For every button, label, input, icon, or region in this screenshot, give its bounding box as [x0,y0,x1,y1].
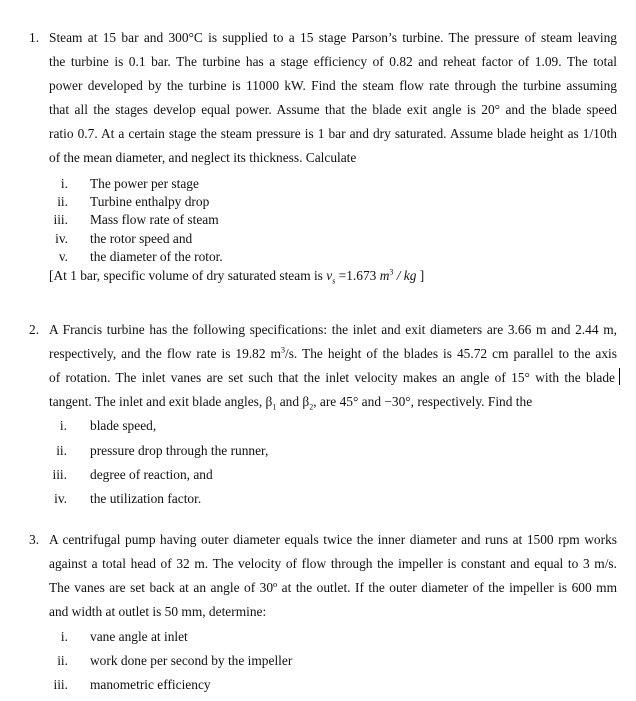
subscript: 1 [272,402,277,412]
item-text: pressure drop through the runner, [90,443,269,458]
note-unit: m [379,268,390,283]
item-text: Mass flow rate of steam [90,212,219,227]
question-2-line-4 [49,394,532,410]
note-variable: v [326,268,333,283]
item-number: iii. [53,677,68,692]
item-number: i. [60,176,68,191]
question-3-line-2: against a total head of 32 m. The velocity of flow through the impeller is constant and equal to 3 m/s. [49,556,617,571]
item-number: ii. [56,443,67,458]
item-number: i. [59,418,67,433]
item-number: iii. [52,467,67,482]
item-text: the diameter of the rotor. [90,249,223,264]
question-1-line-2: the turbine is 0.1 bar. The turbine has a stage efficiency of 0.82 and reheat factor of 1.09. The total [49,54,617,69]
question-3-line-1: A centrifugal pump having outer diameter equals twice the inner diameter and runs at 1500 rpm works [49,532,617,547]
question-3-line-3: The vanes are set back at an angle of 30º at the outlet. If the outer diameter of the impeller is 600 mm [49,580,617,595]
item-text: The power per stage [90,176,199,191]
line-text: respectively, and the flow rate is 19.82 m [49,346,281,361]
item-text: vane angle at inlet [90,629,188,644]
superscript: 3 [280,345,285,355]
question-2-line-1: A Francis turbine has the following specifications: the inlet and exit diameters are 3.66 m and 2.44 m, [49,322,617,337]
text-cursor [619,368,620,385]
subscript: 2 [309,402,314,412]
line-text: /s. The height of the blades is 45.72 cm parallel to the axis [284,346,617,361]
note-subscript: s [332,276,336,286]
note-unit-rest: / kg [393,268,417,283]
item-number: v. [58,249,68,264]
line-text: and β [276,394,310,409]
note-bracket: ] [416,268,425,283]
item-text: work done per second by the impeller [90,653,293,668]
question-1-line-1: Steam at 15 bar and 300°C is supplied to a 15 stage Parson’s turbine. The pressure of steam leaving [49,30,617,45]
item-number: iv. [55,231,68,246]
item-text: blade speed, [90,418,157,433]
item-number: i. [60,629,68,644]
item-number: ii. [57,653,68,668]
question-1-line-5: ratio 0.7. At a certain stage the steam pressure is 1 bar and dry saturated. Assume blade height as 1/10th [49,126,617,141]
item-number: ii. [57,194,68,209]
note-text: [At 1 bar, specific volume of dry saturated steam is [49,268,327,283]
item-text: Turbine enthalpy drop [90,194,210,209]
line-text: , are 45° and −30°, respectively. Find the [313,394,533,409]
question-3-line-4: and width at outlet is 50 mm, determine: [49,604,267,619]
question-1-note [49,268,424,284]
item-text: the rotor speed and [90,231,193,246]
question-1-line-4: that all the stages develop equal power. Assume that the blade exit angle is 20° and the blade speed [49,102,617,117]
question-1-line-6: of the mean diameter, and neglect its thickness. Calculate [49,150,357,165]
question-3-number: 3. [29,532,40,547]
question-2-line-2 [49,346,617,362]
note-unit-exponent: 3 [389,267,394,277]
item-text: the utilization factor. [90,491,202,506]
item-text: degree of reaction, and [90,467,213,482]
question-2-number: 2. [29,322,40,337]
item-number: iii. [53,212,68,227]
question-2-line-3: of rotation. The inlet vanes are set such that the inlet velocity makes an angle of 15° with the blade [49,370,615,385]
question-1-number: 1. [29,30,40,45]
question-1-line-3: power developed by the turbine is 11000 kW. Find the steam flow rate through the turbine assuming [49,78,617,93]
item-text: manometric efficiency [90,677,211,692]
item-number: iv. [54,491,67,506]
note-value: =1.673 [335,268,380,283]
line-text: tangent. The inlet and exit blade angles, β [49,394,273,409]
